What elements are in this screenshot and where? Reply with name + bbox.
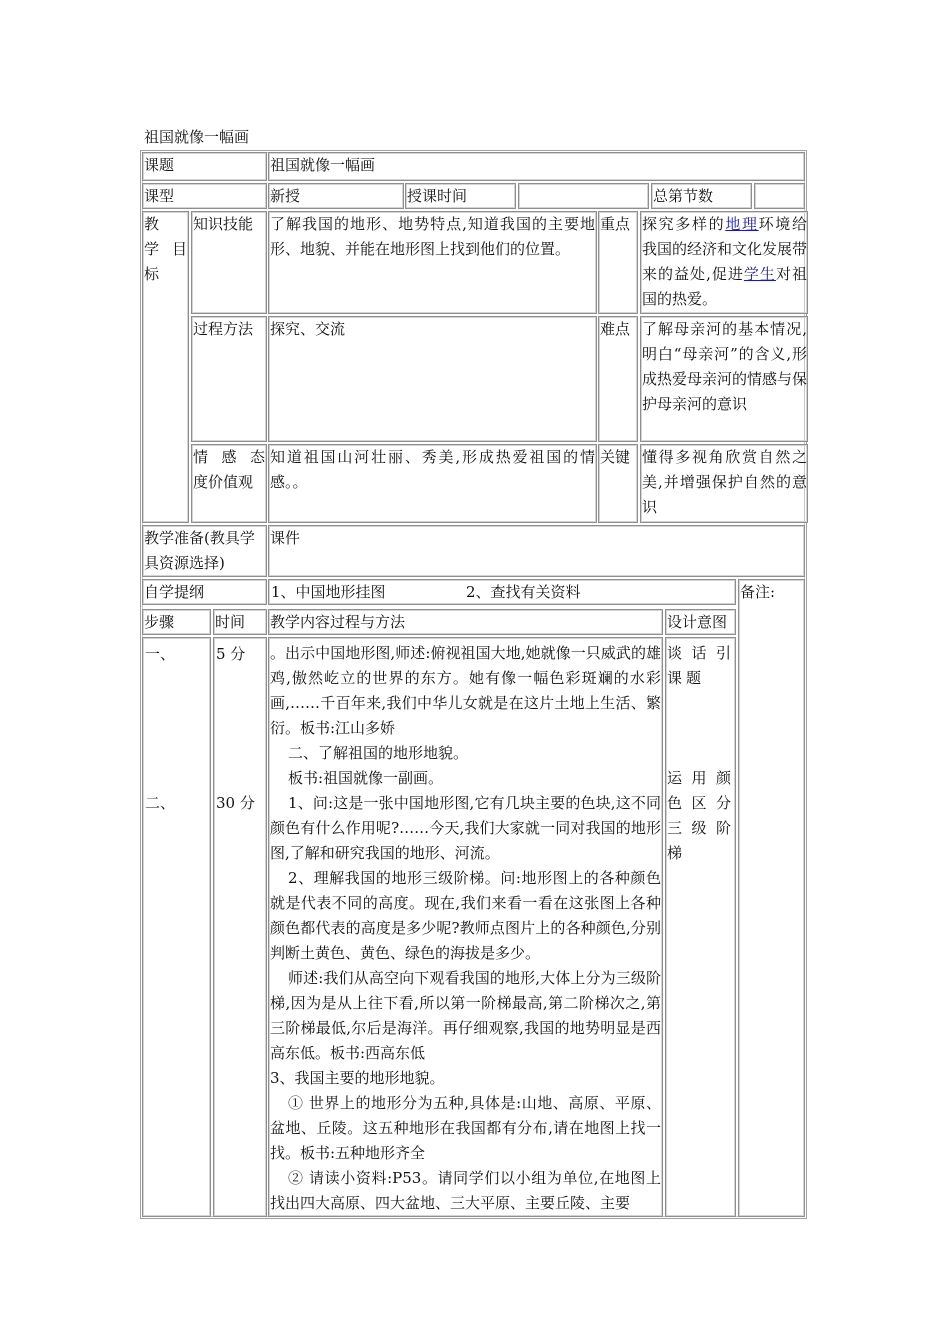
difficulty-label: 难点 <box>600 320 631 338</box>
key-point-label: 重点 <box>600 215 631 233</box>
prep-label-cell <box>142 525 267 577</box>
content-header: 教学内容过程与方法 <box>270 613 406 631</box>
key-content: 懂得多视角欣赏自然之美,并增强保护自然的意识 <box>642 448 807 516</box>
type-label: 课型 <box>144 187 175 205</box>
difficulty-label-cell <box>598 316 638 442</box>
knowledge-label: 知识技能 <box>193 215 254 233</box>
step-2: 二、 <box>145 794 176 812</box>
difficulty-content-cell <box>640 316 808 442</box>
process-label-cell <box>191 316 267 442</box>
process-paragraph-5: 2、理解我国的地形三级阶梯。问:地形图上的各种颜色就是代表不同的高度。现在,我们来看一看在这张图上各种颜色都代表的高度是多少呢?教师点图片上的各种颜色,分别判断土黄色、黄色、绿色的海拔是多少。 <box>270 869 661 962</box>
emotion-label-cell <box>191 444 267 523</box>
process-paragraph-2: 二、了解祖国的地形地貌。 <box>288 744 469 762</box>
remarks-label: 备注: <box>740 583 776 601</box>
key-content-cell <box>640 444 808 523</box>
time-header-cell <box>213 609 267 635</box>
design-note-2: 运用颜色区分三级阶梯 <box>667 769 735 862</box>
type-label-cell <box>142 183 267 209</box>
process-paragraph-7: 3、我国主要的地形地貌。 <box>270 1069 445 1087</box>
process-content-cell <box>268 316 597 442</box>
step-column-cell <box>142 637 211 1217</box>
process-label: 过程方法 <box>193 320 254 338</box>
time-column-cell <box>213 637 267 1217</box>
self-study-label: 自学提纲 <box>144 583 205 601</box>
course-label: 课题 <box>144 156 175 174</box>
document-title: 祖国就像一幅画 <box>144 128 250 146</box>
content-header-cell <box>268 609 663 635</box>
goals-label: 教 学目标 <box>144 215 187 283</box>
process-paragraph-3: 板书:祖国就像一副画。 <box>288 769 444 787</box>
prep-label: 教学准备(教具学具资源选择) <box>144 529 255 572</box>
student-link[interactable]: 学生 <box>743 265 776 283</box>
knowledge-content: 了解我国的地形、地势特点,知道我国的主要地形、地貌、并能在地形图上找到他们的位置。 <box>270 215 595 258</box>
key-label: 关键 <box>600 448 631 466</box>
process-paragraph-6: 师述:我们从高空向下观看我国的地形,大体上分为三级阶梯,因为是从上往下看,所以第一阶梯最高,第二阶梯次之,第三阶梯最低,尔后是海洋。再仔细观察,我国的地势明显是西高东低。板书:西高东低 <box>270 969 661 1062</box>
time-label-cell <box>405 183 516 209</box>
key-point-content-cell <box>640 211 808 314</box>
time-label: 授课时间 <box>407 187 468 205</box>
emotion-content: 知道祖国山河壮丽、秀美,形成热爱祖国的情感。。 <box>270 448 595 491</box>
key-label-cell <box>598 444 638 523</box>
course-value: 祖国就像一幅画 <box>270 156 376 174</box>
total-value-cell <box>754 183 805 209</box>
total-label: 总第节数 <box>653 187 714 205</box>
process-paragraph-4: 1、问:这是一张中国地形图,它有几块主要的色块,这不同颜色有什么作用呢?……今天,我们大家就一同对我国的地形图,了解和研究我国的地形、河流。 <box>270 794 661 862</box>
process-content-column-cell <box>268 637 663 1217</box>
knowledge-content-cell <box>268 211 597 314</box>
time-value-cell <box>518 183 649 209</box>
total-label-cell <box>651 183 752 209</box>
key-point-text-c: 对祖国的热爱。 <box>642 265 807 308</box>
design-header: 设计意图 <box>667 613 728 631</box>
process-content: 探究、交流 <box>270 320 346 338</box>
course-label-cell <box>142 152 267 181</box>
process-paragraph-9: ② 请读小资料:P53。请同学们以小组为单位,在地图上找出四大高原、四大盆地、三大平原、主要丘陵、主要 <box>270 1169 661 1212</box>
course-value-cell <box>268 152 805 181</box>
self-study-label-cell <box>142 579 267 605</box>
emotion-label: 情 感 态 度价值观 <box>193 448 265 491</box>
step-header: 步骤 <box>144 613 175 631</box>
knowledge-label-cell <box>191 211 267 314</box>
self-study-item-1: 1、中国地形挂图 <box>271 583 386 601</box>
step-1: 一、 <box>145 645 176 663</box>
emotion-content-cell <box>268 444 597 523</box>
design-note-1: 谈话引课题 <box>667 644 735 687</box>
time-1: 5 分 <box>216 645 246 663</box>
geography-link[interactable]: 地理 <box>725 215 759 233</box>
design-header-cell <box>665 609 736 635</box>
design-column-cell <box>665 637 736 1217</box>
key-point-text-b: 环境给我国的经济和文化发展带来的益处,促进 <box>642 215 808 283</box>
prep-value-cell <box>268 525 805 577</box>
time-header: 时间 <box>215 613 246 631</box>
prep-value: 课件 <box>270 529 301 547</box>
process-paragraph-8: ① 世界上的地形分为五种,具体是:山地、高原、平原、盆地、丘陵。这五种地形在我国都有分布,请在地图上找一找。板书:五种地形齐全 <box>270 1094 661 1162</box>
goals-label-cell <box>142 211 189 523</box>
step-header-cell <box>142 609 211 635</box>
process-paragraph-1: 。出示中国地形图,师述:俯视祖国大地,她就像一只威武的雄鸡,傲然屹立的世界的东方。她有像一幅色彩斑斓的水彩画,……千百年来,我们中华儿女就是在这片土地上生活、繁衍。板书:江山多娇 <box>270 644 661 737</box>
self-study-items-cell <box>268 579 736 605</box>
key-point-text-a: 探究多样的 <box>642 215 726 233</box>
remarks-cell <box>738 579 805 1217</box>
difficulty-content: 了解母亲河的基本情况,明白“母亲河”的含义,形成热爱母亲河的情感与保护母亲河的意识 <box>642 320 808 413</box>
self-study-item-2: 2、查找有关资料 <box>466 583 581 601</box>
type-value: 新授 <box>270 187 301 205</box>
time-2: 30 分 <box>216 794 255 812</box>
key-point-label-cell <box>598 211 638 314</box>
type-value-cell <box>268 183 404 209</box>
